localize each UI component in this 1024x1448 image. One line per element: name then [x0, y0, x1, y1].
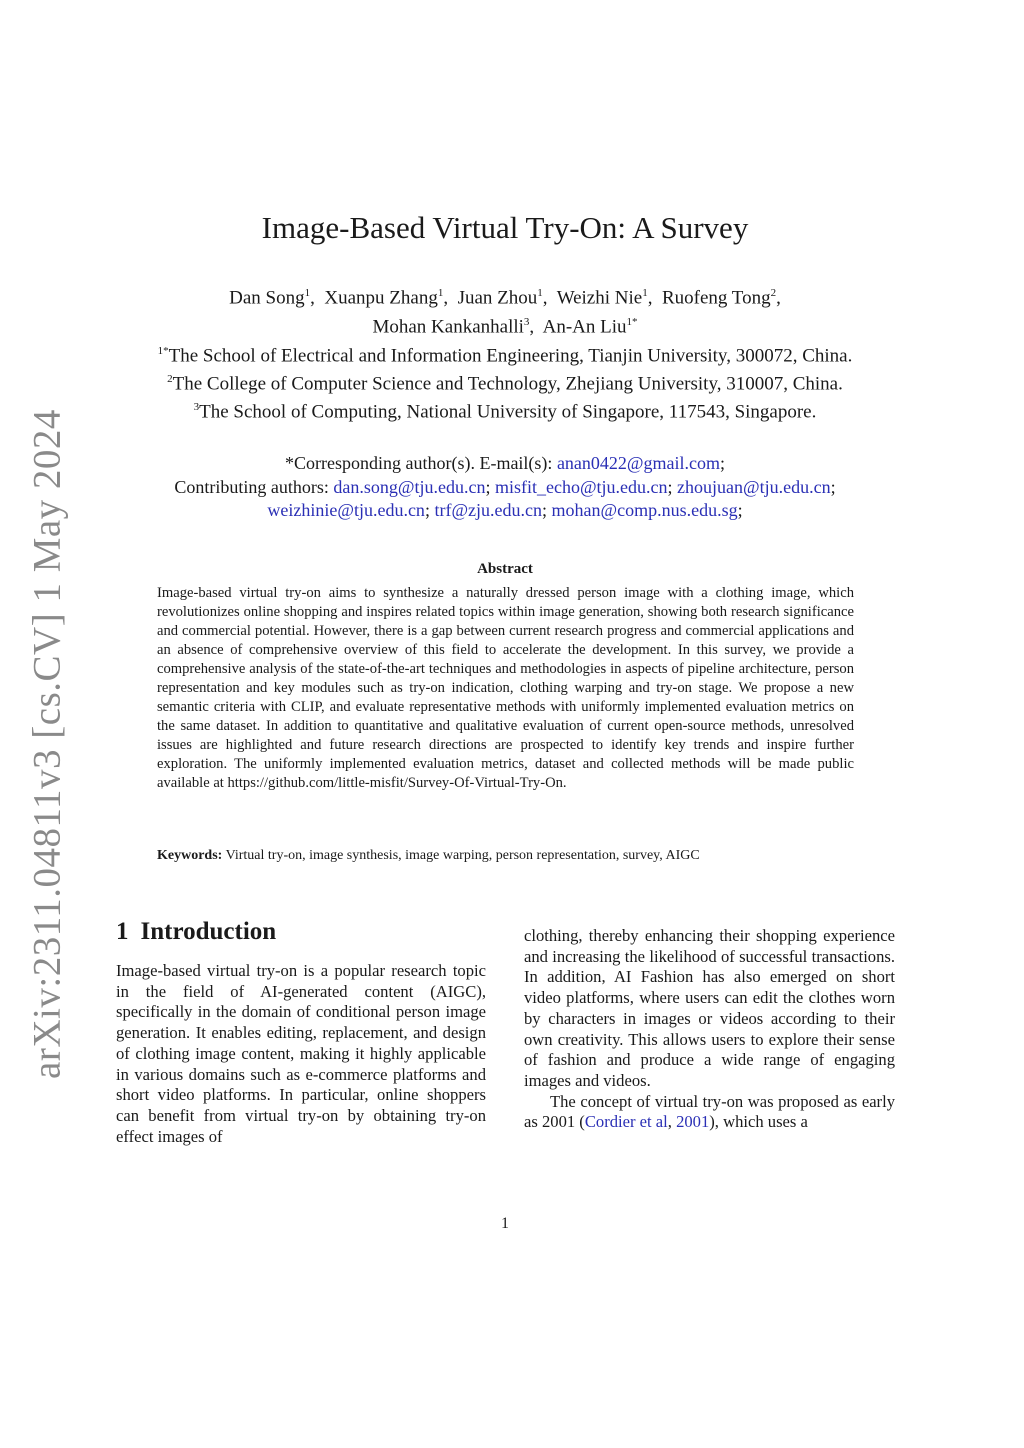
- section-title: Introduction: [140, 918, 277, 945]
- author-name: An-An Liu: [542, 316, 627, 338]
- separator: ;: [737, 500, 743, 520]
- separator: ;: [830, 476, 836, 497]
- contributing-line: [0, 499, 1010, 523]
- email-link[interactable]: trf@zju.edu.cn: [434, 500, 542, 520]
- paragraph-text: ), which uses a: [709, 1112, 808, 1132]
- affiliation-line: [0, 396, 1010, 424]
- affiliation-text: The School of Computing, National University of Singapore, 117543, Singapore.: [199, 400, 817, 422]
- affiliation-list: [0, 340, 1010, 423]
- author-name: Xuanpu Zhang: [324, 287, 438, 309]
- affiliation-text: The College of Computer Science and Technology, Zhejiang University, 310007, China.: [172, 373, 843, 395]
- author-name: Mohan Kankanhalli: [372, 316, 524, 338]
- keywords: [157, 846, 854, 865]
- abstract-text: Image-based virtual try-on aims to synthesize a naturally dressed person image with a clothing image, which revolutionizes online shopping and inspires related topics within image generation, showing both research significance and commercial potential. However, there is a gap between current research progress and commercial applications and an absence of comprehensive overview of this field to accelerate the development. In this survey, we provide a comprehensive analysis of the state-of-the-art techniques and methodologies in aspects of pipeline architecture, person representation and key modules such as try-on indication, clothing warping and try-on stage. We propose a new semantic criteria with CLIP, and evaluate representative methods with uniformly implemented evaluation metrics on the same dataset. In addition to quantitative and qualitative evaluation of current open-source methods, unresolved issues are highlighted and future research directions are prospected to identify key trends and inspire further exploration. The uniformly implemented evaluation metrics, dataset and collected methods will be made public available at https://github.com/little-misfit/Survey-Of-Virtual-Try-On.: [157, 585, 854, 791]
- email-link[interactable]: dan.song@tju.edu.cn: [333, 476, 486, 497]
- author-name: Ruofeng Tong: [661, 287, 771, 309]
- corresponding-label: *Corresponding author(s). E-mail(s):: [284, 453, 557, 473]
- email-link[interactable]: weizhinie@tju.edu.cn: [267, 500, 425, 520]
- contributing-line: [0, 476, 1010, 500]
- author-list: Dan Song$^1$, Xuanpu Zhang$^1$, Juan Zhou$^1$, Weizhi Nie$^1$, Ruofeng Tong$^2$, Mohan Kankanhalli$^3$, An-An Liu$^{1*}$: [229, 287, 781, 338]
- author-affiliation-mark: 3: [523, 316, 530, 329]
- arxiv-stamp-text: arXiv:2311.04811v3 [cs.CV] 1 May 2024: [25, 409, 69, 1079]
- intro-paragraph: clothing, thereby enhancing their shopping experience and increasing the likelihood of successful transactions. In addition, AI Fashion has also emerged on short video platforms, where users can edit the clothes worn by characters in images or videos according to their own creativity. This allows users to explore their sense of fashion and produce a wide range of engaging images and videos.: [524, 926, 895, 1090]
- author-name: Dan Song: [229, 287, 305, 309]
- separator: ;: [485, 476, 491, 497]
- author-affiliation-mark: 1: [537, 287, 543, 299]
- paragraph-text: The concept of virtual try-on was proposed as early as 2001 (: [524, 1091, 895, 1132]
- page-number: 1: [501, 1215, 509, 1232]
- affiliation-mark: 3: [193, 400, 200, 413]
- email-link[interactable]: misfit_echo@tju.edu.cn: [494, 476, 668, 497]
- corresponding-line: [0, 452, 1010, 476]
- author-affiliation-mark: 1: [304, 287, 311, 299]
- separator: ;: [719, 453, 725, 473]
- citation-year-link[interactable]: 2001: [676, 1112, 710, 1132]
- section-heading: [116, 918, 276, 946]
- citation-author-link[interactable]: Cordier et al: [584, 1112, 668, 1132]
- corresponding-email-link[interactable]: anan0422@gmail.com: [556, 453, 720, 473]
- email-link[interactable]: zhoujuan@tju.edu.cn: [677, 476, 831, 497]
- separator: ;: [424, 500, 430, 520]
- author-name: Weizhi Nie: [556, 287, 643, 309]
- author-affiliation-mark: 1: [437, 287, 444, 299]
- intro-left-column: Image-based virtual try-on is a popular research topic in the field of AI-generated content (AIGC), specifically in the domain of conditional person image generation. It enables editing, replacement, and design of clothing image content, making it highly applicable in various domains such as e-commerce platforms and short video platforms. In particular, online shoppers can benefit from virtual try-on by obtaining try-on effect images of: [116, 961, 486, 1146]
- paper-title: Image-Based Virtual Try-On: A Survey: [261, 210, 749, 245]
- author-affiliation-mark: 2: [770, 287, 777, 299]
- separator: ;: [542, 500, 548, 520]
- arxiv-stamp: [17, 409, 77, 1079]
- affiliation-text: The School of Electrical and Information Engineering, Tianjin University, 300072, China.: [168, 345, 853, 367]
- affiliation-mark: 1*: [157, 345, 169, 357]
- author-affiliation-mark: 1: [642, 287, 648, 299]
- email-link[interactable]: mohan@comp.nus.edu.sg: [551, 500, 738, 520]
- abstract-heading: Abstract: [477, 561, 533, 577]
- section-number: 1: [116, 918, 129, 945]
- keywords-text: Virtual try-on, image synthesis, image warping, person representation, survey, AIGC: [222, 848, 700, 863]
- affiliation-line: [0, 368, 1010, 396]
- intro-right-column: [524, 926, 895, 1133]
- intro-paragraph: [524, 1092, 895, 1133]
- affiliation-mark: 2: [167, 372, 173, 385]
- email-block: [0, 452, 1010, 523]
- contributing-label: Contributing authors:: [174, 476, 334, 497]
- author-name: Juan Zhou: [457, 287, 538, 309]
- separator: ;: [667, 476, 673, 497]
- keywords-label: Keywords:: [157, 848, 223, 863]
- author-affiliation-mark: 1*: [626, 316, 638, 329]
- affiliation-line: [0, 340, 1010, 368]
- separator: ,: [667, 1112, 677, 1132]
